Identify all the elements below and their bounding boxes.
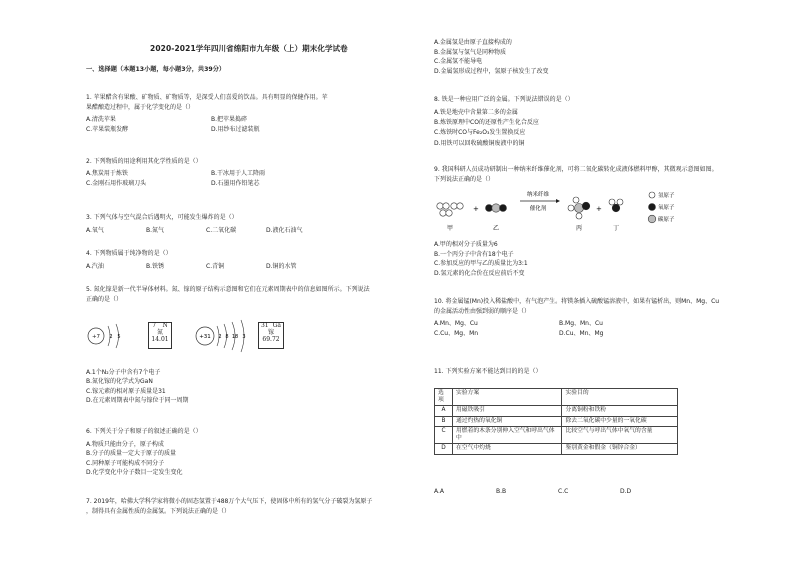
question-9-stem-line1: 9. 我国科研人员成功研制出一种纳米纤维催化剂，可将二氧化碳转化成液体燃料甲醇，其微观示意图如图。: [434, 166, 718, 173]
question-1-options: [86, 116, 336, 133]
label-bing: 丙: [575, 225, 583, 232]
option-a[interactable]: A.铁是地壳中含量第二多的金属: [434, 109, 518, 116]
option-d[interactable]: D.在元素周期表中氮与镓位于同一周期: [86, 396, 189, 404]
question-6-options: [86, 440, 183, 477]
question-7-options: [434, 38, 549, 76]
option-c[interactable]: C.C: [558, 488, 569, 495]
option-a[interactable]: A.A: [434, 488, 445, 495]
table-cell: 用磁铁吸引: [452, 406, 562, 416]
option-c[interactable]: C.苹果装瓶发酵: [86, 125, 129, 133]
table-header-plan: 实验方案: [452, 389, 562, 406]
option-b[interactable]: B.氮气: [146, 227, 165, 234]
option-d[interactable]: D.氢元素的化合价在反应前后不变: [434, 269, 525, 277]
table-cell: C: [435, 426, 453, 443]
table-row: [435, 416, 678, 426]
question-1-stem-line2: 果醋酿造过程中，属于化学变化的是（）: [86, 104, 195, 111]
option-c[interactable]: C.二氧化碳: [206, 227, 237, 234]
legend-hydrogen-label: 氢原子: [658, 193, 675, 199]
option-a[interactable]: A.金属氢是由原子直接构成的: [434, 39, 512, 46]
table-row: [435, 406, 678, 416]
question-10-stem-line2: 的金属活动性由强到弱的顺序是（）: [434, 308, 531, 315]
option-d[interactable]: D.D: [620, 488, 632, 495]
element-name: 镓: [267, 328, 274, 336]
question-10-options: [434, 320, 684, 337]
option-d[interactable]: D.Cu、Mn、Mg: [559, 329, 604, 337]
table-cell: 通过灼热的氧化铜: [452, 416, 562, 426]
question-1-stem-line1: 1. 苹果醋含有果酸、矿物质、矿物质等，是深受人们喜爱的饮品。具有明显的保健作用。苹: [86, 94, 328, 101]
option-a[interactable]: A.物质只能由分子，原子构成: [86, 441, 164, 448]
gallium-shell-1: 2: [218, 334, 222, 340]
table-cell: 除去二氧化碳中少量的一氧化碳: [562, 416, 678, 426]
option-d[interactable]: D.石墨用作铅笔芯: [211, 179, 260, 187]
label-jia: 甲: [446, 225, 454, 232]
question-7-stem-line2: ，制得具有金属性质的金属氢。下列说法正确的是（）: [86, 508, 231, 515]
question-7-stem-line1: 7. 2019年，哈佛大学科学家将微小的固态氢置于488万个大气压下，使固体中所有的氢气分子破裂为氢原子: [86, 498, 373, 505]
table-header-option: 选项: [435, 389, 453, 406]
gallium-atom-diagram: [196, 320, 246, 352]
option-c[interactable]: C.炼铁时CO与Fe₂O₃发生置换反应: [434, 129, 526, 137]
svg-text:+: +: [596, 205, 602, 213]
option-c[interactable]: C.Cu、Mg、Mn: [434, 329, 479, 337]
atomic-number: 7: [152, 322, 157, 329]
gallium-nucleus-label: +31: [199, 334, 211, 340]
table-cell: D: [435, 444, 453, 454]
nitrogen-nucleus-label: +7: [91, 334, 101, 340]
experiment-table: [434, 388, 678, 455]
gallium-shell-4: 3: [242, 334, 246, 340]
legend-carbon: [648, 215, 675, 223]
option-b[interactable]: B.炼铁原理中CO的还原性产生化合反应: [434, 119, 539, 127]
table-cell: 用燃着的木条分别伸入空气和呼出气体中: [452, 426, 562, 443]
question-8-options: [434, 108, 539, 149]
option-a[interactable]: A.清洗苹果: [86, 116, 116, 123]
question-3-stem: 3. 下列气体与空气混合后遇明火，可能发生爆炸的是（）: [86, 214, 238, 221]
option-a[interactable]: A.氧气: [86, 227, 104, 234]
option-b[interactable]: B.分子的质量一定大于原子的质量: [86, 450, 177, 458]
element-symbol: N: [162, 322, 168, 329]
molecule-ding-group: [609, 199, 623, 212]
svg-text:+: +: [473, 205, 479, 213]
element-cell-nitrogen: [148, 322, 172, 349]
gallium-shell-3: 18: [231, 334, 239, 340]
question-3-options: [86, 227, 326, 235]
option-b[interactable]: B.B: [496, 488, 507, 495]
atomic-number: 31: [260, 322, 269, 329]
table-header-goal: 实验目的: [562, 389, 678, 406]
atomic-mass: 14.01: [151, 335, 169, 343]
molecule-jia-group: [437, 203, 463, 216]
question-5-options: [86, 368, 189, 405]
option-b[interactable]: B.一个丙分子中含有18个电子: [434, 250, 514, 258]
option-b[interactable]: B.氮化镓的化学式为GaN: [86, 378, 153, 386]
option-b[interactable]: B.把苹果捣碎: [211, 116, 248, 123]
option-a[interactable]: A.甲的相对分子质量为6: [434, 241, 498, 248]
label-yi: 乙: [492, 225, 500, 232]
option-d[interactable]: D.用纱布过滤装瓶: [211, 125, 260, 133]
option-c[interactable]: C.金属氢不能导电: [434, 58, 483, 66]
option-c[interactable]: C.镓元素的相对原子质量是31: [86, 387, 166, 395]
question-11-options: [434, 488, 682, 496]
question-10-stem-line1: 10. 将金属锰(Mn)投入稀盐酸中，有气泡产生。将镁条插入硫酸锰溶液中，如果有锰析出，则Mn、Mg、Cu: [434, 298, 720, 305]
table-header-row: [435, 389, 678, 406]
arrow-label-top: 纳米纤维: [526, 192, 550, 198]
nitrogen-shell-1: 2: [109, 334, 113, 340]
question-2-options: [86, 170, 336, 187]
atom-structure-figure: [86, 318, 416, 358]
page-title: 2020-2021学年四川省绵阳市九年级（上）期末化学试卷: [150, 44, 348, 53]
legend-carbon-label: 碳原子: [658, 217, 675, 223]
molecule-bing-group: [568, 197, 590, 219]
option-d[interactable]: D.化学变化中分子数目一定发生变化: [86, 468, 183, 476]
question-6-stem: 6. 下列关于分子和原子的叙述正确的是（）: [86, 428, 202, 435]
option-d[interactable]: D.铜的水管: [266, 263, 297, 270]
gallium-shell-2: 8: [225, 334, 229, 340]
option-b[interactable]: B.Mg、Mn、Cu: [559, 320, 603, 327]
option-c[interactable]: C.同种原子可能构成不同分子: [86, 459, 165, 467]
option-d[interactable]: D.用铁可以回收硫酸铜废液中的铜: [434, 139, 525, 147]
question-11-stem: 11. 下列实验方案不能达到目的的是（）: [434, 368, 542, 375]
nitrogen-shell-2: 5: [117, 334, 121, 340]
table-cell: 在空气中灼烧: [452, 444, 562, 454]
question-8-stem: 8. 铁是一种应用广泛的金属。下列说法错误的是（）: [434, 96, 574, 103]
question-9-stem-line2: 下列说法正确的是（）: [434, 176, 495, 183]
question-5-stem-line2: 正确的是（）: [86, 296, 123, 303]
table-cell: A: [435, 406, 453, 416]
legend-oxygen: [649, 203, 676, 211]
element-cell-gallium: [258, 322, 284, 349]
table-row: [435, 426, 678, 443]
arrow-label-bottom: 催化剂: [529, 206, 547, 212]
table-cell: 比较空气与呼出气体中氧气的含量: [562, 426, 678, 443]
option-a[interactable]: A.1个N₂分子中含有7个电子: [86, 369, 161, 376]
element-symbol: Ga: [272, 322, 281, 329]
option-a[interactable]: A.焦炭用于炼铁: [86, 170, 128, 177]
option-b[interactable]: B.铁锈: [146, 263, 165, 270]
element-name: 氮: [156, 328, 163, 336]
nitrogen-atom-diagram: [88, 324, 121, 348]
option-b[interactable]: B.干冰用于人工降雨: [211, 170, 266, 177]
option-d[interactable]: D.液化石油气: [266, 227, 303, 234]
table-row: [435, 444, 678, 454]
option-c[interactable]: C.金刚石用作玻璃刀头: [86, 179, 147, 187]
label-ding: 丁: [612, 225, 620, 232]
question-4-stem: 4. 下列物质属于纯净物的是（）: [86, 250, 172, 257]
option-a[interactable]: A.汽油: [86, 263, 104, 270]
question-9-options: [434, 240, 528, 278]
legend-hydrogen: [649, 191, 675, 199]
table-cell: 鉴别黄金和假金（铜锌合金）: [562, 444, 678, 454]
section-heading: 一、选择题（本题13小题，每小题3分，共39分）: [86, 66, 226, 73]
option-a[interactable]: A.Mn、Mg、Cu: [434, 320, 478, 327]
atomic-mass: 69.72: [262, 335, 280, 343]
option-c[interactable]: C.青铜: [206, 263, 225, 270]
question-2-stem: 2. 下列物质的用途利用其化学性质的是（）: [86, 158, 202, 165]
reaction-micro-diagram: [434, 188, 694, 238]
legend-oxygen-label: 氧原子: [658, 205, 675, 211]
option-d[interactable]: D.金属氢形成过程中，氢原子核发生了改变: [434, 67, 549, 75]
option-b[interactable]: B.金属氢与氢气是同种物质: [434, 48, 507, 56]
question-5-stem-line1: 5. 氮化镓是新一代半导体材料。氮、镓的原子结构示意图和它们在元素周期表中的信息如图所示。下列说法: [86, 286, 370, 293]
question-4-options: [86, 263, 326, 271]
table-cell: 分离铜粉和铁粉: [562, 406, 678, 416]
molecule-yi-group: [486, 204, 507, 212]
table-cell: B: [435, 416, 453, 426]
option-c[interactable]: C.参加反应的甲与乙的质量比为3:1: [434, 260, 528, 268]
